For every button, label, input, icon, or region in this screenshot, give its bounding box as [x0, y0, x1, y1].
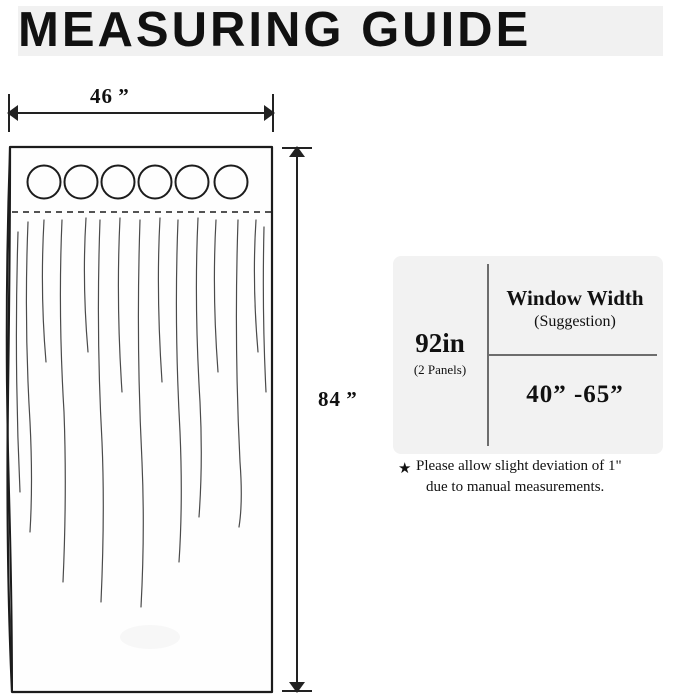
card-horizontal-divider: [487, 354, 657, 356]
star-icon: ★: [398, 460, 412, 477]
page-title-band: [0, 0, 679, 62]
width-dimension-line: [8, 112, 274, 114]
height-dimension-label: 84 ”: [318, 387, 358, 411]
height-dimension-line: [296, 147, 298, 692]
size-suggestion-card: [393, 256, 663, 454]
window-width-title: Window Width: [506, 286, 644, 310]
curtain-drawing: [0, 62, 380, 695]
page-title: MEASURING GUIDE: [18, 3, 532, 57]
width-dimension-label: 46 ”: [90, 84, 130, 108]
window-width-subtitle: (Suggestion): [534, 313, 616, 330]
deviation-note-line-2: due to manual measurements.: [426, 479, 605, 495]
panel-size-value: 92in: [415, 328, 465, 358]
panel-count-label: (2 Panels): [413, 362, 467, 377]
deviation-note-line-1: Please allow slight deviation of 1": [416, 458, 622, 474]
curtain-illustration-area: [0, 62, 380, 695]
window-width-range: 40” -65”: [526, 381, 624, 408]
